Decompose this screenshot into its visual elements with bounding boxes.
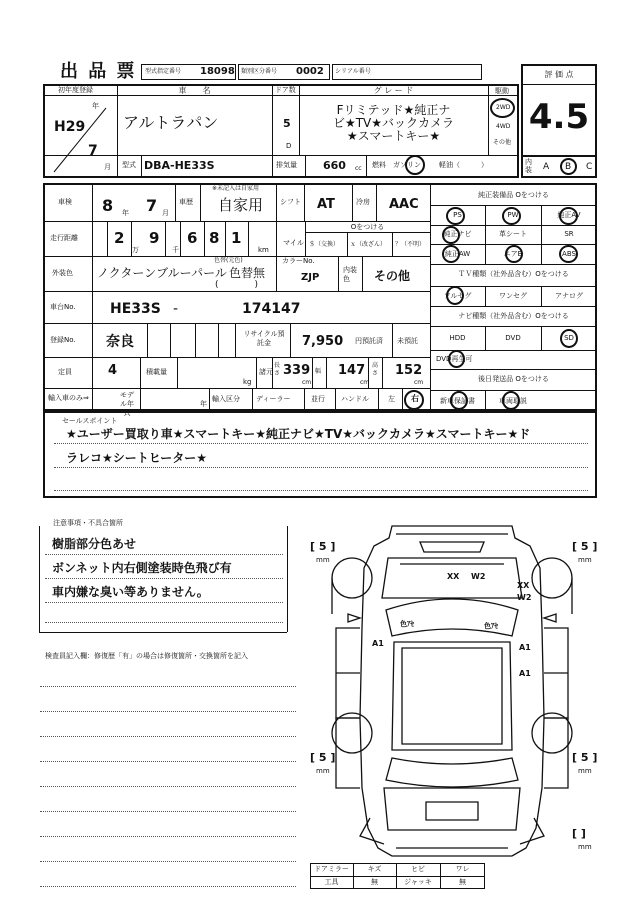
ac-label: 冷房 [356,198,370,206]
mark-w2: W2 [471,572,486,581]
interior-b: B [565,162,572,172]
inspection-label: 車検 [58,198,72,206]
capacity-label: 定員 [58,368,72,376]
equip-leather: 革シート [499,230,527,238]
equip-sr: SR [564,230,574,238]
mile-opt2: ｘ（改ざん） [350,241,387,248]
mile-label: マイル [283,239,304,247]
chassis-prefix: HE33S [110,301,161,317]
capacity: 4 [108,363,118,378]
load-label: 積載量 [146,368,167,376]
grade-label: グ レ ー ド [373,86,414,95]
dvd-play: DVD再生可 [436,355,473,363]
mm-fr: mm [578,556,592,564]
interior-c: C [586,162,593,172]
form-title: 出 品 票 [60,61,137,82]
history: 自家用 [218,196,264,214]
tread-rr-value: 5 [580,751,589,764]
chassis-label: 車台No. [50,303,76,311]
height-label: 高さ [372,362,379,377]
nav-title: ナビ種類（社外品含む）Oをつける [458,312,569,320]
notes-line3: 車内嫌な臭い等ありません。 [52,585,209,599]
mileage-d3: 6 [187,229,198,247]
class-label: 類別区分番号 [241,68,278,75]
height-cm: cm [414,379,424,386]
car-diagram [330,518,575,863]
tv-oneseg: ワンセグ [499,292,527,300]
width-label: 幅 [315,368,322,375]
import-type-parallel: 並行 [311,395,325,403]
tread-rl: [ 5 ] [310,751,336,764]
kg-unit: kg [243,378,252,386]
drive-label: 駆動 [495,87,509,95]
sen-unit: 千 [172,246,179,254]
inspection-month: 7 [146,196,158,215]
mark-w2b: W2 [517,593,532,602]
inspection-month-unit: 月 [162,209,169,217]
sales-points-line2: ラレコ★シートヒーター★ [66,451,208,465]
interior-a: A [543,162,550,172]
history-note: ※未記入は自家用 [212,185,260,192]
chassis-no: 174147 [242,301,301,317]
inspection-year: 8 [102,196,114,215]
mark-xx2: XX [517,581,530,590]
dims-label: 諸元 [259,368,273,376]
mark-iro-left: 色ｱｾ [400,620,414,628]
tread-rr: [ 5 ] [572,751,598,764]
inspector-label: 検査員記入欄：修復歴「有」の場合は修復箇所・交換箇所を記入 [45,652,248,660]
import-label: 輸入車のみ⇒ [48,394,89,402]
plate-label: 登録No. [50,336,76,344]
year-unit: 年 [92,102,99,110]
interior-label: 内装 [525,158,532,174]
mile-opt3: ？（不明） [395,241,426,248]
model-label: 型式 [122,161,136,169]
recycle-status1: 円預託済 [355,337,383,345]
import-type-label: 輸入区分 [212,395,240,403]
tools-h3: ヒビ [411,865,425,873]
type-spec-label: 型式指定番号 [145,68,182,75]
history-label: 車歴 [179,198,193,206]
equip-airbag: エアB [503,250,523,258]
car-name: アルトラパン [123,113,219,132]
mileage-d2: 9 [149,229,160,247]
mileage-label: 走行距離 [50,234,78,242]
equip-av: 純正AV [557,211,581,219]
model: DBA-HE33S [144,159,215,172]
interior-color: その他 [374,269,411,283]
km-unit: km [258,246,269,254]
plate: 奈良 [106,334,134,350]
tools-r2: 無 [371,878,378,886]
later-manual: 車両取説 [499,397,527,405]
first-reg-month: 7 [88,143,98,159]
tread-fl: [ 5 ] [310,540,336,553]
color-no-label: カラーNo. [282,257,315,265]
later-warranty: 新車保証書 [440,397,475,405]
nav-sd: SD [564,334,574,342]
tread-fr: [ 5 ] [572,540,598,553]
color-paren: ( ) [215,280,259,290]
ac: AAC [389,197,419,212]
door-suffix: D [286,142,292,150]
drive-other: その他 [493,139,512,146]
tread-fl-value: 5 [318,540,327,553]
mark-a1-right2: A1 [519,669,531,678]
first-reg-label: 初年度登録 [58,86,93,94]
shift: AT [317,197,335,212]
mark-iro-right: 色ｱｾ [484,622,498,630]
mm-fl: mm [316,556,330,564]
handle-right: 右 [411,394,419,403]
doors-label: ドア数 [275,86,296,94]
fuel-gasoline: ガソリン [393,161,421,169]
doors: 5 [283,117,291,130]
nav-dvd: DVD [505,334,521,342]
handle-label: ハンドル [341,395,369,403]
first-reg-year: H29 [54,119,86,135]
mark-xx: XX [447,572,460,581]
sales-points-line1: ★ユーザー買取り車★スマートキー★純正ナビ★TV★バックカメラ★スマートキー★ド [66,427,531,441]
mm-spare: mm [578,843,592,851]
month-unit: 月 [104,163,111,171]
model-year-unit: 年 [200,400,207,408]
color: ノクターンブルーパール [97,266,227,280]
nav-hdd: HDD [449,334,466,342]
height: 152 [395,363,423,378]
chassis-dash: - [173,301,179,317]
eval-label: 評 価 点 [544,70,574,79]
eval-score: 4.5 [528,97,590,137]
displacement-label: 排気量 [276,161,297,169]
name-label: 車 名 [178,86,211,95]
tread-rl-value: 5 [318,751,327,764]
notes-label: 注意事項・不具合箇所 [53,519,123,527]
color-no: ZJP [301,272,320,283]
length: 339 [283,363,311,378]
drive-2wd: 2WD [496,104,511,111]
width-cm: cm [360,379,370,386]
mm-rr: mm [578,767,592,775]
cc-unit: cc [355,165,362,172]
equip-ps: PS [453,211,462,219]
tread-spare: [ ] [572,827,586,840]
equip-navi: 純正ナビ [443,230,472,238]
recycle: 7,950 [302,334,344,349]
grade-line1: Fリミテッド★純正ナ [336,103,451,117]
man-unit: 万 [132,246,139,254]
mileage-d4: 8 [209,229,220,247]
color-change: 色替無 [229,266,266,280]
mile-tsukeru: Oをつける [350,223,385,231]
recycle-label: リサイクル預託金 [243,330,285,347]
color-sub-label: 色替(元色) [214,257,243,264]
tools-r4: 無 [459,878,466,886]
tools-r3: ジャッキ [404,878,432,886]
serial-label: シリアル番号 [335,68,371,75]
mark-a1-right1: A1 [519,643,531,652]
notes-line2: ボンネット内右側塗装時色飛び有 [52,561,232,575]
tread-fr-value: 5 [580,540,589,553]
grade-line2: ビ★TV★バックカメラ [332,116,455,130]
fuel-light-oil: 軽油（ ） [439,161,488,169]
type-spec-no: 18098 [200,66,235,77]
width: 147 [338,363,366,378]
tv-analog: アナログ [555,292,583,300]
fuel-label: 燃料 [372,161,386,169]
recycle-status2: 未預託 [397,337,418,345]
genuine-title: 純正装備品 Oをつける [478,191,549,199]
color-label: 外装色 [52,269,73,277]
drive-4wd: 4WD [496,123,511,130]
tv-fullseg: フルセグ [443,292,472,300]
mile-opt1: ＄（交換） [309,241,340,248]
mm-rl: mm [316,767,330,775]
tools-h1: ドアミラー [314,865,349,873]
equip-aw: 純正AW [444,250,471,258]
mark-a1-left: A1 [372,639,384,648]
tools-r1: 工具 [324,878,339,886]
model-year-label: モデル年式 [120,391,134,417]
shift-label: シフト [280,198,301,206]
displacement: 660 [323,159,346,172]
notes-line1: 樹脂部分色あせ [52,537,137,551]
tools-h2: キズ [367,865,382,873]
mileage-d1: 2 [114,229,125,247]
grade-line3: ★スマートキー★ [346,129,441,143]
tools-h4: ワレ [455,865,470,873]
class-no: 0002 [296,66,324,77]
len-cm: cm [302,379,312,386]
import-type-dealer: ディーラー [256,395,291,403]
tv-title: ＴＶ種類（社外品含む）Oをつける [458,270,569,278]
len-label: 長さ [274,362,281,377]
later-title: 後日発送品 Oをつける [478,375,549,383]
mileage-d5: 1 [231,229,242,247]
equip-abs: ABS [562,250,576,258]
sales-points-label: セールスポイント [62,417,118,425]
handle-left: 左 [388,395,395,403]
equip-pw: PW [507,211,519,219]
inspection-year-unit: 年 [122,209,129,217]
interior-color-label: 内装色 [343,266,357,283]
